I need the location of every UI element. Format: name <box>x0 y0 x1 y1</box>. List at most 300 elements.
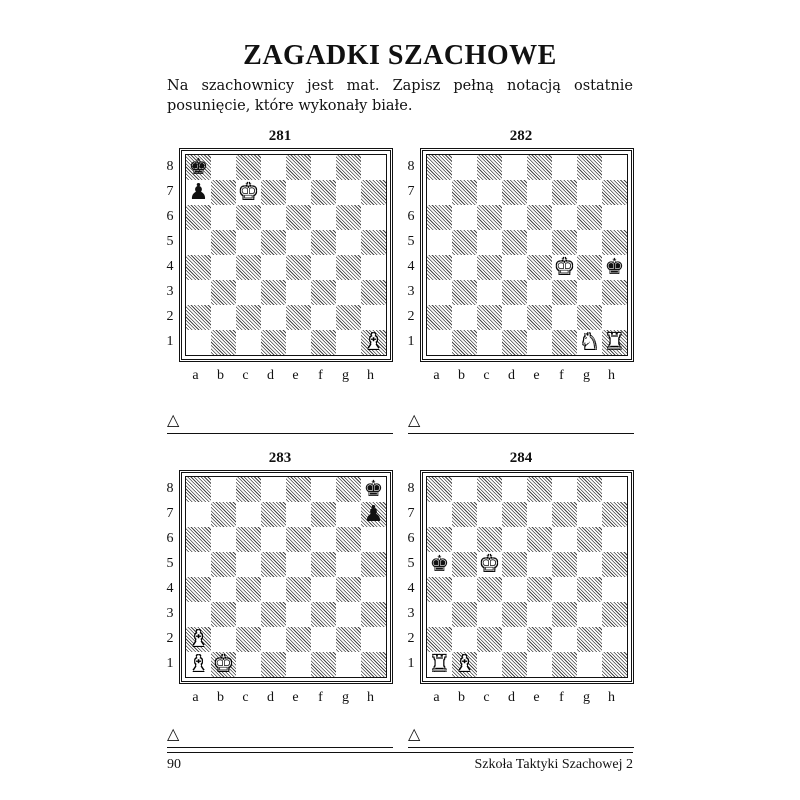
rank-label: 3 <box>166 606 174 621</box>
board-square <box>527 602 552 627</box>
board-square <box>527 205 552 230</box>
board-square <box>361 552 386 577</box>
board-square <box>502 330 527 355</box>
file-label: b <box>458 690 465 705</box>
board-square <box>477 155 502 180</box>
board-square <box>336 155 361 180</box>
board-square <box>286 652 311 677</box>
board-square <box>427 502 452 527</box>
board-square <box>261 230 286 255</box>
board-square <box>477 280 502 305</box>
board-square <box>211 577 236 602</box>
board-square <box>452 502 477 527</box>
board-square <box>361 652 386 677</box>
rank-label: 4 <box>407 581 415 596</box>
board-square <box>527 280 552 305</box>
board-square <box>311 230 336 255</box>
board-square <box>361 230 386 255</box>
board-square <box>336 652 361 677</box>
board-square <box>186 255 211 280</box>
rank-label: 2 <box>166 309 174 324</box>
file-label: f <box>559 368 564 383</box>
board-square <box>602 552 627 577</box>
board-square <box>286 577 311 602</box>
board-square <box>452 552 477 577</box>
rank-label: 7 <box>407 506 415 521</box>
rank-label: 5 <box>407 234 415 249</box>
board-square <box>552 527 577 552</box>
board-square <box>211 305 236 330</box>
board-square <box>527 502 552 527</box>
chessboard <box>179 148 393 362</box>
board-square <box>552 577 577 602</box>
board-square <box>602 180 627 205</box>
board-square <box>311 280 336 305</box>
board-square <box>261 180 286 205</box>
board-square <box>211 552 236 577</box>
rank-label: 7 <box>166 184 174 199</box>
board-square <box>186 577 211 602</box>
board-square <box>427 602 452 627</box>
file-label: g <box>342 690 349 705</box>
board-square <box>286 330 311 355</box>
board-square <box>527 552 552 577</box>
board-square <box>552 230 577 255</box>
file-label: c <box>483 690 490 705</box>
board-square <box>602 205 627 230</box>
board-square <box>286 180 311 205</box>
black-piece-h8: ♚ <box>363 477 384 502</box>
board-square <box>211 527 236 552</box>
board-square <box>427 477 452 502</box>
file-label: h <box>608 690 615 705</box>
rank-label: 6 <box>407 209 415 224</box>
board-square <box>211 602 236 627</box>
board-square <box>211 230 236 255</box>
file-label: c <box>483 368 490 383</box>
white-piece-b1: ♚ <box>213 652 234 677</box>
board-square <box>286 205 311 230</box>
answer-triangle-icon: △ <box>167 724 180 743</box>
board-square <box>452 180 477 205</box>
white-piece-c7: ♚ <box>238 180 259 205</box>
black-piece-a5: ♚ <box>429 552 450 577</box>
answer-triangle-icon: △ <box>408 410 421 429</box>
board-square <box>186 305 211 330</box>
rank-label: 3 <box>407 284 415 299</box>
board-square <box>261 577 286 602</box>
puzzle-number: 283 <box>268 450 292 466</box>
board-square <box>502 552 527 577</box>
board-square <box>552 205 577 230</box>
board-square <box>452 255 477 280</box>
white-piece-c5: ♚ <box>479 552 500 577</box>
board-square <box>502 280 527 305</box>
file-label: e <box>292 368 299 383</box>
footer-divider <box>167 752 633 753</box>
board-square <box>336 602 361 627</box>
board-square <box>361 305 386 330</box>
board-square <box>577 502 602 527</box>
rank-label: 8 <box>166 481 174 496</box>
board-square <box>236 255 261 280</box>
board-square <box>502 255 527 280</box>
board-square <box>286 602 311 627</box>
board-square <box>552 477 577 502</box>
board-square <box>527 577 552 602</box>
board-square <box>502 527 527 552</box>
board-square <box>361 602 386 627</box>
board-square <box>236 552 261 577</box>
board-square <box>577 552 602 577</box>
board-square <box>211 280 236 305</box>
board-square <box>502 477 527 502</box>
board-square <box>427 155 452 180</box>
chessboard <box>420 470 634 684</box>
board-square <box>261 602 286 627</box>
board-square <box>236 280 261 305</box>
board-square <box>477 627 502 652</box>
board-square <box>577 180 602 205</box>
board-square <box>427 330 452 355</box>
white-piece-f4: ♚ <box>554 255 575 280</box>
rank-label: 4 <box>407 259 415 274</box>
rank-label: 8 <box>407 159 415 174</box>
board-square <box>502 155 527 180</box>
board-square <box>427 305 452 330</box>
puzzle-282 <box>406 128 636 428</box>
board-square <box>361 627 386 652</box>
board-square <box>527 155 552 180</box>
board-square <box>502 627 527 652</box>
board-square <box>602 477 627 502</box>
board-square <box>286 255 311 280</box>
board-square <box>236 527 261 552</box>
board-square <box>286 280 311 305</box>
board-square <box>527 330 552 355</box>
white-piece-h1: ♜ <box>604 330 625 355</box>
file-label: e <box>533 368 540 383</box>
board-square <box>427 577 452 602</box>
black-piece-h7: ♟ <box>363 502 384 527</box>
file-label: b <box>217 368 224 383</box>
rank-label: 5 <box>407 556 415 571</box>
file-label: g <box>583 690 590 705</box>
board-square <box>261 205 286 230</box>
board-square <box>186 205 211 230</box>
board-square <box>361 527 386 552</box>
board-square <box>261 280 286 305</box>
rank-label: 1 <box>407 334 415 349</box>
rank-label: 7 <box>166 506 174 521</box>
file-label: f <box>559 690 564 705</box>
file-label: b <box>217 690 224 705</box>
book-title: Szkoła Taktyki Szachowej 2 <box>474 757 633 772</box>
board-square <box>577 577 602 602</box>
file-label: h <box>367 690 374 705</box>
board-square <box>552 155 577 180</box>
board-square <box>527 180 552 205</box>
white-piece-a1: ♝ <box>188 652 209 677</box>
board-square <box>336 205 361 230</box>
board-square <box>361 255 386 280</box>
board-square <box>477 330 502 355</box>
board-square <box>477 205 502 230</box>
board-square <box>186 477 211 502</box>
board-square <box>311 477 336 502</box>
board-square <box>286 155 311 180</box>
file-label: c <box>242 368 249 383</box>
board-square <box>336 230 361 255</box>
puzzle-281 <box>165 128 395 428</box>
board-square <box>236 602 261 627</box>
board-square <box>477 577 502 602</box>
board-square <box>427 280 452 305</box>
board-square <box>236 330 261 355</box>
answer-line <box>167 433 393 434</box>
board-square <box>286 477 311 502</box>
board-square <box>186 552 211 577</box>
board-square <box>261 477 286 502</box>
board-square <box>427 627 452 652</box>
board-square <box>477 255 502 280</box>
board-square <box>186 502 211 527</box>
board-square <box>527 527 552 552</box>
board-square <box>552 180 577 205</box>
board-square <box>502 305 527 330</box>
board-square <box>527 477 552 502</box>
board-square <box>211 477 236 502</box>
puzzle-number: 281 <box>268 128 292 144</box>
answer-field[interactable] <box>167 410 393 434</box>
board-square <box>336 255 361 280</box>
chessboard <box>179 470 393 684</box>
answer-line <box>408 747 634 748</box>
board-square <box>311 305 336 330</box>
rank-label: 1 <box>166 656 174 671</box>
rank-label: 6 <box>166 209 174 224</box>
board-square <box>602 280 627 305</box>
answer-line <box>408 433 634 434</box>
board-square <box>477 305 502 330</box>
rank-label: 2 <box>407 631 415 646</box>
board-square <box>452 527 477 552</box>
puzzle-283 <box>165 450 395 750</box>
board-square <box>311 502 336 527</box>
board-square <box>311 527 336 552</box>
rank-label: 2 <box>407 309 415 324</box>
board-square <box>427 527 452 552</box>
file-label: b <box>458 368 465 383</box>
board-square <box>336 305 361 330</box>
file-label: d <box>267 690 274 705</box>
board-square <box>552 502 577 527</box>
file-label: c <box>242 690 249 705</box>
board-square <box>577 155 602 180</box>
board-square <box>211 180 236 205</box>
instruction-text: Na szachownicy jest mat. Zapisz pełną notacją ostatnie posunięcie, które wykonały białe. <box>167 78 633 114</box>
black-piece-a7: ♟ <box>188 180 209 205</box>
board-square <box>577 230 602 255</box>
file-label: e <box>533 690 540 705</box>
board-square <box>186 527 211 552</box>
white-piece-b1: ♝ <box>454 652 475 677</box>
board-square <box>336 280 361 305</box>
file-label: h <box>367 368 374 383</box>
white-piece-g1: ♞ <box>579 330 600 355</box>
board-square <box>186 230 211 255</box>
board-square <box>477 652 502 677</box>
board-square <box>552 305 577 330</box>
rank-label: 5 <box>166 234 174 249</box>
board-square <box>427 255 452 280</box>
rank-label: 5 <box>166 556 174 571</box>
board-square <box>552 602 577 627</box>
board-square <box>236 230 261 255</box>
rank-label: 8 <box>407 481 415 496</box>
board-square <box>261 330 286 355</box>
board-square <box>261 155 286 180</box>
board-square <box>186 602 211 627</box>
rank-label: 1 <box>166 334 174 349</box>
answer-field[interactable] <box>408 410 634 434</box>
board-square <box>427 205 452 230</box>
rank-label: 3 <box>407 606 415 621</box>
white-piece-h1: ♝ <box>363 330 384 355</box>
board-square <box>527 255 552 280</box>
board-square <box>602 652 627 677</box>
board-square <box>502 602 527 627</box>
board-square <box>527 652 552 677</box>
board-square <box>477 527 502 552</box>
file-label: a <box>433 368 440 383</box>
board-square <box>552 652 577 677</box>
file-label: g <box>583 368 590 383</box>
answer-field[interactable] <box>167 724 393 748</box>
board-square <box>336 477 361 502</box>
board-square <box>577 602 602 627</box>
board-square <box>477 502 502 527</box>
board-square <box>361 205 386 230</box>
board-square <box>336 627 361 652</box>
board-square <box>261 627 286 652</box>
board-square <box>236 155 261 180</box>
board-square <box>311 577 336 602</box>
rank-label: 6 <box>407 531 415 546</box>
board-square <box>502 180 527 205</box>
rank-label: 3 <box>166 284 174 299</box>
board-square <box>311 180 336 205</box>
answer-triangle-icon: △ <box>408 724 421 743</box>
board-square <box>286 527 311 552</box>
file-label: a <box>433 690 440 705</box>
answer-triangle-icon: △ <box>167 410 180 429</box>
board-square <box>552 280 577 305</box>
board-square <box>477 602 502 627</box>
board-square <box>602 602 627 627</box>
board-square <box>236 305 261 330</box>
board-square <box>286 305 311 330</box>
board-square <box>286 230 311 255</box>
answer-field[interactable] <box>408 724 634 748</box>
board-square <box>452 627 477 652</box>
answer-line <box>167 747 393 748</box>
board-square <box>261 527 286 552</box>
file-label: h <box>608 368 615 383</box>
board-square <box>452 330 477 355</box>
board-square <box>261 502 286 527</box>
board-square <box>602 577 627 602</box>
chessboard <box>420 148 634 362</box>
board-square <box>311 602 336 627</box>
board-square <box>602 627 627 652</box>
file-label: d <box>508 690 515 705</box>
board-square <box>236 627 261 652</box>
board-square <box>502 502 527 527</box>
board-square <box>211 627 236 652</box>
board-square <box>211 255 236 280</box>
board-square <box>552 627 577 652</box>
board-square <box>211 155 236 180</box>
board-square <box>577 627 602 652</box>
board-square <box>336 527 361 552</box>
board-square <box>527 230 552 255</box>
board-square <box>452 230 477 255</box>
rank-label: 7 <box>407 184 415 199</box>
rank-label: 6 <box>166 531 174 546</box>
board-square <box>602 527 627 552</box>
board-square <box>186 280 211 305</box>
rank-label: 4 <box>166 259 174 274</box>
board-square <box>427 180 452 205</box>
file-label: a <box>192 368 199 383</box>
board-square <box>261 552 286 577</box>
board-square <box>527 305 552 330</box>
board-square <box>502 652 527 677</box>
board-square <box>477 230 502 255</box>
board-square <box>311 552 336 577</box>
board-square <box>602 305 627 330</box>
file-label: g <box>342 368 349 383</box>
board-square <box>577 255 602 280</box>
board-square <box>361 577 386 602</box>
black-piece-a8: ♚ <box>188 155 209 180</box>
board-square <box>336 180 361 205</box>
board-square <box>577 280 602 305</box>
board-square <box>552 330 577 355</box>
white-piece-a2: ♝ <box>188 627 209 652</box>
board-square <box>502 205 527 230</box>
board-square <box>286 627 311 652</box>
board-square <box>477 180 502 205</box>
board-square <box>477 477 502 502</box>
file-label: f <box>318 368 323 383</box>
rank-label: 8 <box>166 159 174 174</box>
board-square <box>577 477 602 502</box>
file-label: e <box>292 690 299 705</box>
board-square <box>552 552 577 577</box>
board-square <box>236 502 261 527</box>
board-square <box>236 577 261 602</box>
board-square <box>577 205 602 230</box>
board-square <box>211 205 236 230</box>
rank-label: 2 <box>166 631 174 646</box>
board-square <box>361 180 386 205</box>
file-label: d <box>267 368 274 383</box>
page-number: 90 <box>167 757 181 772</box>
board-square <box>211 502 236 527</box>
board-square <box>311 652 336 677</box>
